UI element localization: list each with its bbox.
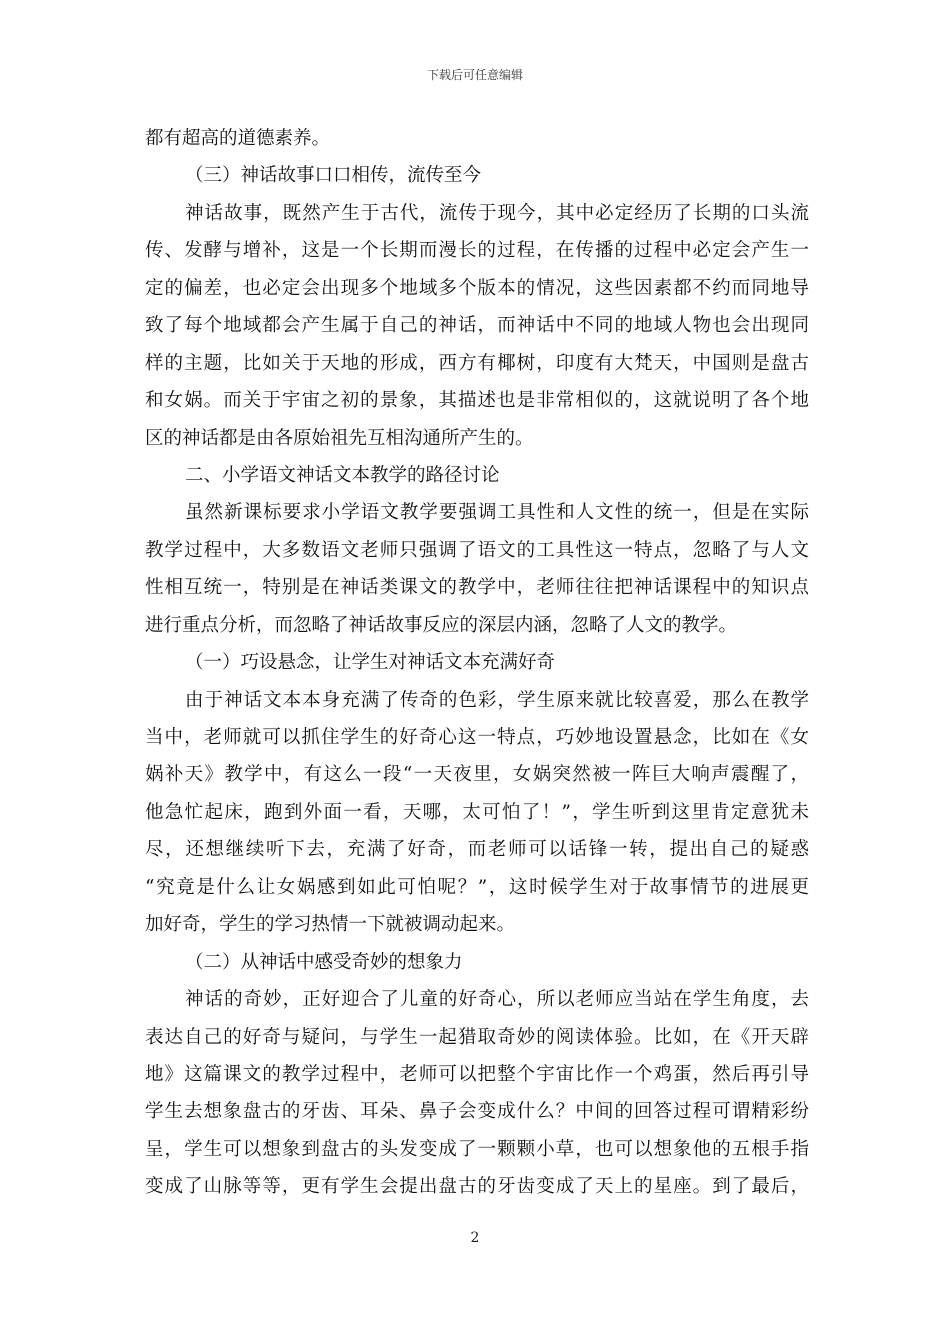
text-line: 表达自己的好奇与疑问，与学生一起猎取奇妙的阅读体验。比如，在《开天辟 bbox=[145, 1026, 809, 1048]
section-subheading: （二）从神话中感受奇妙的想象力 bbox=[185, 951, 463, 973]
text-line: 致了每个地域都会产生属于自己的神话，而神话中不同的地域人物也会出现同 bbox=[145, 315, 809, 337]
text-line: 区的神话都是由各原始祖先互相沟通所产生的。 bbox=[145, 427, 534, 449]
page-number: 2 bbox=[470, 1230, 480, 1246]
text-line: 当中，老师就可以抓住学生的好奇心这一特点，巧妙地设置悬念，比如在《女 bbox=[145, 727, 809, 748]
section-subheading: （三）神话故事口口相传，流传至今 bbox=[185, 165, 482, 187]
text-line: 神话的奇妙，正好迎合了儿童的好奇心，所以老师应当站在学生角度，去 bbox=[185, 989, 809, 1011]
section-subheading: （一）巧设悬念，让学生对神话文本充满好奇 bbox=[185, 652, 556, 674]
text-line: 他急忙起床，跑到外面一看，天哪，太可怕了！”，学生听到这里肯定意犹未 bbox=[145, 801, 809, 823]
text-line: 虽然新课标要求小学语文教学要强调工具性和人文性的统一，但是在实际 bbox=[185, 502, 809, 524]
text-line: “究竟是什么让女娲感到如此可怕呢？”，这时候学生对于故事情节的进展更 bbox=[145, 876, 809, 898]
text-line: 地》这篇课文的教学过程中，老师可以把整个宇宙比作一个鸡蛋，然后再引导 bbox=[145, 1063, 809, 1085]
text-line: 尽，还想继续听下去，充满了好奇，而老师可以话锋一转，提出自己的疑惑 bbox=[145, 839, 809, 861]
text-line: 呈，学生可以想象到盘古的头发变成了一颗颗小草，也可以想象他的五根手指 bbox=[145, 1138, 809, 1160]
text-line: 由于神话文本本身充满了传奇的色彩，学生原来就比较喜爱，那么在教学 bbox=[185, 689, 809, 711]
text-line: 教学过程中，大多数语文老师只强调了语文的工具性这一特点，忽略了与人文 bbox=[145, 539, 809, 561]
text-line: 都有超高的道德素养。 bbox=[145, 128, 331, 149]
text-line: 变成了山脉等等，更有学生会提出盘古的牙齿变成了天上的星座。到了最后， bbox=[145, 1176, 809, 1198]
text-line: 学生去想象盘古的牙齿、耳朵、鼻子会变成什么？中间的回答过程可谓精彩纷 bbox=[145, 1101, 809, 1123]
text-line: 定的偏差，也必定会出现多个地域多个版本的情况，这些因素都不约而同地导 bbox=[145, 277, 809, 299]
text-line: 样的主题，比如关于天地的形成，西方有椰树，印度有大梵天，中国则是盘古 bbox=[145, 352, 809, 374]
section-heading: 二、小学语文神话文本教学的路径讨论 bbox=[185, 464, 500, 486]
text-line: 传、发酵与增补，这是一个长期而漫长的过程，在传播的过程中必定会产生一 bbox=[145, 240, 809, 262]
text-line: 进行重点分析，而忽略了神话故事反应的深层内涵，忽略了人文的教学。 bbox=[145, 614, 738, 636]
document-body bbox=[145, 120, 809, 1206]
text-line: 娲补天》教学中，有这么一段“一天夜里，女娲突然被一阵巨大响声震醒了， bbox=[145, 764, 809, 786]
text-line: 和女娲。而关于宇宙之初的景象，其描述也是非常相似的，这就说明了各个地 bbox=[145, 390, 809, 412]
text-line: 加好奇，学生的学习热情一下就被调动起来。 bbox=[145, 914, 516, 936]
page-header: 下载后可任意编辑 bbox=[426, 68, 523, 82]
text-line: 性相互统一，特别是在神话类课文的教学中，老师往往把神话课程中的知识点 bbox=[145, 577, 809, 599]
text-line: 神话故事，既然产生于古代，流传于现今，其中必定经历了长期的口头流 bbox=[185, 202, 809, 224]
